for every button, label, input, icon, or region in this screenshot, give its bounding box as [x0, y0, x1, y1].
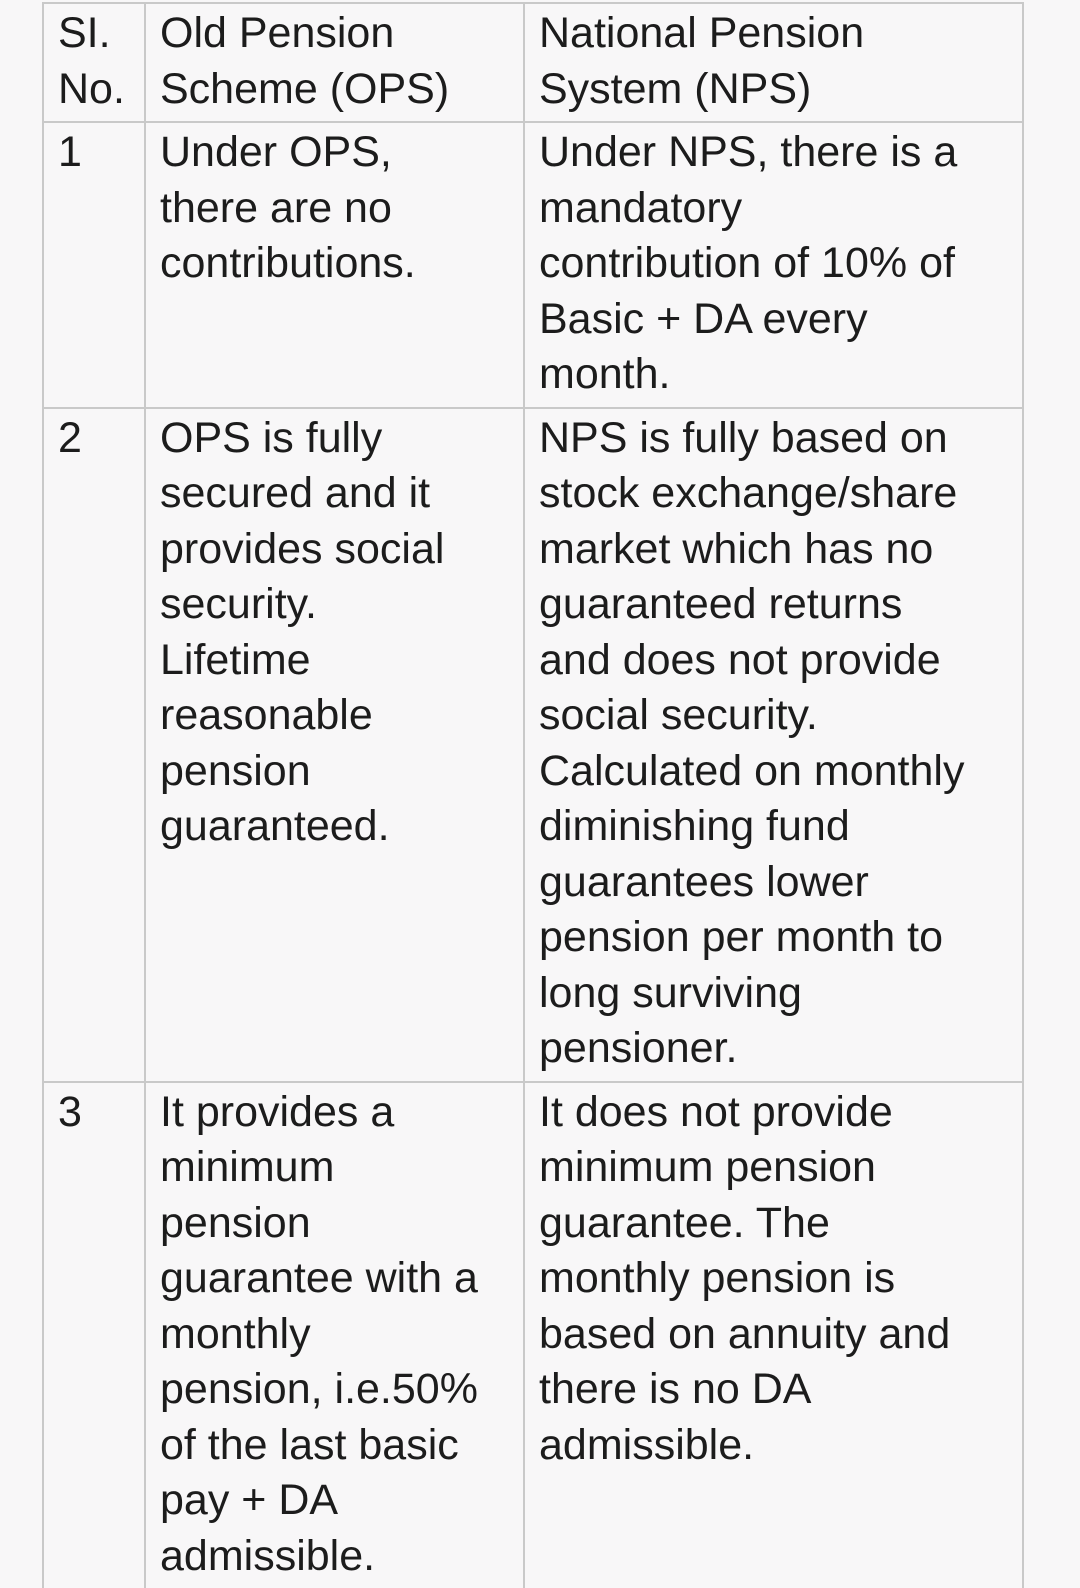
table-row [43, 408, 1023, 1082]
row-ops-cell: It provides a minimum pension guarantee with a monthly pension, i.e.50% of the last basic pay + DA admissible. [145, 1082, 524, 1588]
row-sl-no: 1 [43, 122, 145, 408]
row-ops-cell: Under OPS, there are no contributions. [145, 122, 524, 408]
table-row [43, 1082, 1023, 1588]
row-sl-no: 2 [43, 408, 145, 1082]
row-nps-cell: Under NPS, there is a mandatory contribution of 10% of Basic + DA every month. [524, 122, 1023, 408]
table-header-row [43, 3, 1023, 122]
pension-comparison-table [42, 2, 1024, 1588]
row-sl-no: 3 [43, 1082, 145, 1588]
header-sl-no: SI. No. [43, 3, 145, 122]
row-nps-cell: It does not provide minimum pension guarantee. The monthly pension is based on annuity and there is no DA admissible. [524, 1082, 1023, 1588]
header-national-pension-system: National Pension System (NPS) [524, 3, 1023, 122]
header-old-pension-scheme: Old Pension Scheme (OPS) [145, 3, 524, 122]
table-row [43, 122, 1023, 408]
row-ops-cell: OPS is fully secured and it provides social security. Lifetime reasonable pension guaranteed. [145, 408, 524, 1082]
row-nps-cell: NPS is fully based on stock exchange/share market which has no guaranteed returns and does not provide social security. Calculated on monthly diminishing fund guarantees lower pension per month to long surviving pensioner. [524, 408, 1023, 1082]
